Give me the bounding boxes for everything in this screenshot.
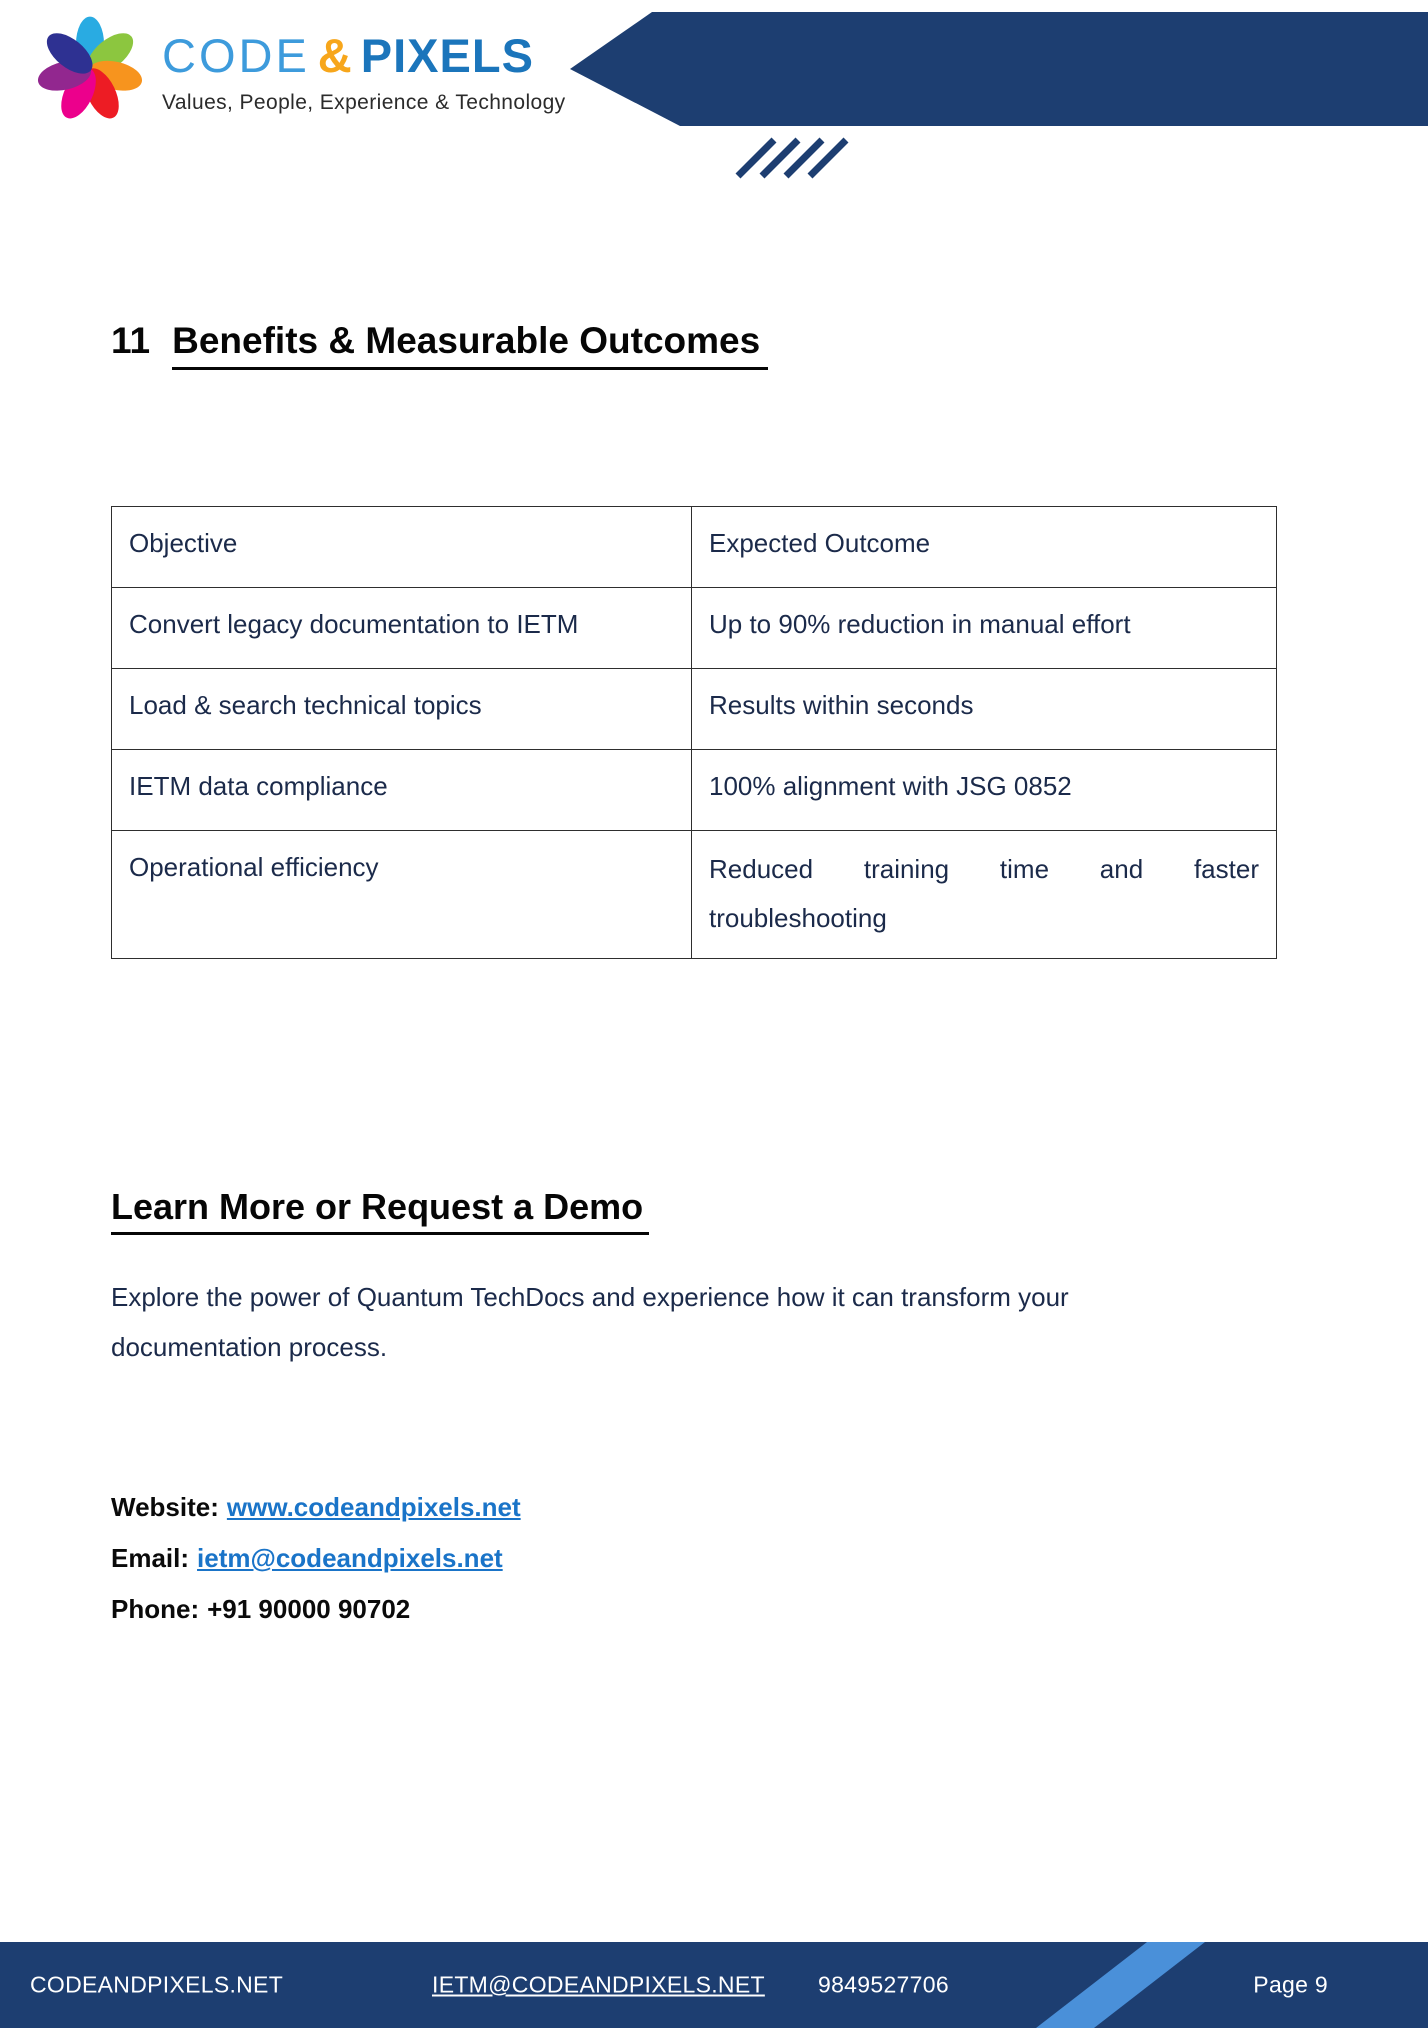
table-row xyxy=(112,669,1277,750)
table-cell: Load & search technical topics xyxy=(112,669,692,750)
section-number: 11 xyxy=(111,320,151,361)
phone-line xyxy=(111,1584,521,1635)
table-header-objective: Objective xyxy=(112,507,692,588)
contact-block xyxy=(111,1482,521,1635)
website-label: Website: xyxy=(111,1492,219,1522)
table-cell: Operational efficiency xyxy=(112,831,692,959)
table-cell: Convert legacy documentation to IETM xyxy=(112,588,692,669)
table-cell: Reduced training time and faster troubleshooting xyxy=(692,831,1277,959)
table-cell: Results within seconds xyxy=(692,669,1277,750)
brand-ampersand: & xyxy=(317,29,353,82)
email-line xyxy=(111,1533,521,1584)
footer-site: CODEANDPIXELS.NET xyxy=(30,1971,284,1998)
email-label: Email: xyxy=(111,1543,190,1573)
footer-email-link[interactable]: IETM@CODEANDPIXELS.NET xyxy=(432,1971,765,1998)
brand-code: CODE xyxy=(162,29,310,82)
page-header xyxy=(0,0,1428,190)
section-title: Benefits & Measurable Outcomes xyxy=(172,320,768,370)
phone-value: +91 90000 90702 xyxy=(207,1594,411,1624)
footer-phone: 9849527706 xyxy=(818,1971,949,1998)
table-row xyxy=(112,750,1277,831)
logo-flower-icon xyxy=(34,12,146,124)
learn-more-title: Learn More or Request a Demo xyxy=(111,1186,649,1235)
page-number: Page 9 xyxy=(1253,1971,1328,1998)
table-cell: IETM data compliance xyxy=(112,750,692,831)
table-cell: 100% alignment with JSG 0852 xyxy=(692,750,1277,831)
section-heading xyxy=(111,320,768,370)
brand-tagline: Values, People, Experience & Technology xyxy=(162,91,566,114)
brand-pixels: PIXELS xyxy=(360,29,534,82)
email-link[interactable]: ietm@codeandpixels.net xyxy=(197,1543,503,1573)
brand-text xyxy=(162,12,566,115)
table-cell: Up to 90% reduction in manual effort xyxy=(692,588,1277,669)
table-row xyxy=(112,831,1277,959)
table-row xyxy=(112,588,1277,669)
paragraph-line: documentation process. xyxy=(111,1332,388,1362)
paragraph-line: Explore the power of Quantum TechDocs and experience how it can transform your xyxy=(111,1282,1069,1312)
table-header-row xyxy=(112,507,1277,588)
learn-more-paragraph xyxy=(111,1272,1321,1372)
phone-label: Phone: xyxy=(111,1594,200,1624)
benefits-table xyxy=(111,506,1277,959)
learn-more-heading xyxy=(111,1186,649,1228)
website-link[interactable]: www.codeandpixels.net xyxy=(226,1492,521,1522)
logo xyxy=(34,12,566,124)
page-footer xyxy=(0,1942,1428,2028)
table-header-outcome: Expected Outcome xyxy=(692,507,1277,588)
website-line xyxy=(111,1482,521,1533)
